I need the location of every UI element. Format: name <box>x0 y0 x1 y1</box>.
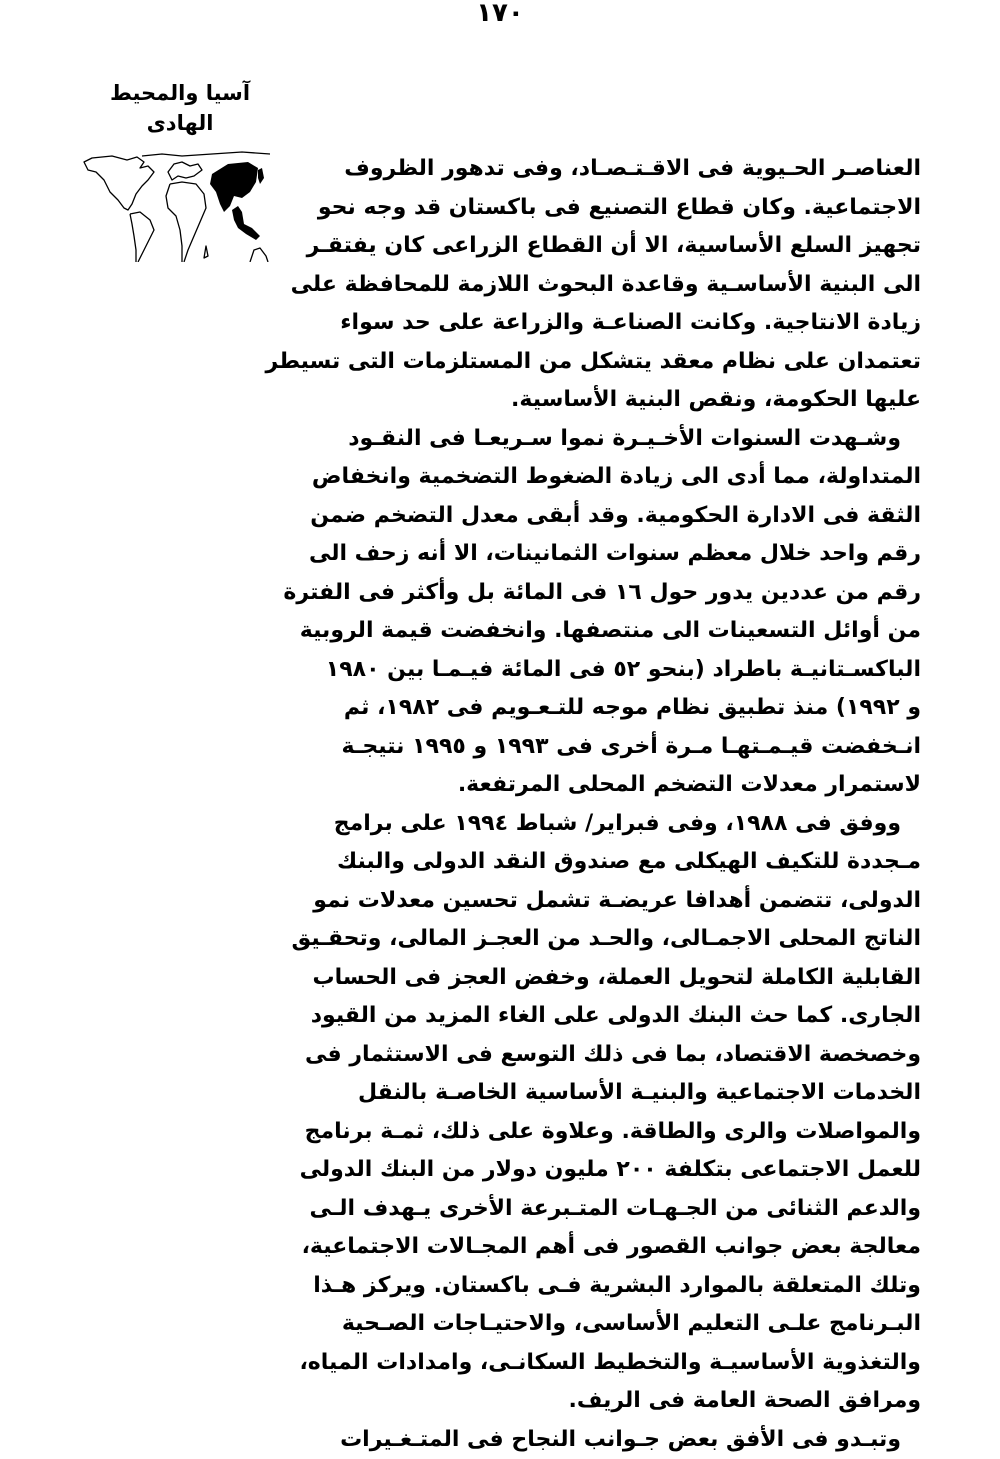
text-line: الدولى، تتضمن أهدافا عريضـة تشمل تحسين معدلات نمو <box>358 882 921 921</box>
text-line: الثقة فى الادارة الحكومية. وقد أبقى معدل التضخم ضمن <box>358 497 921 536</box>
text-line: الناتج المحلى الاجمـالى، والحـد من العجـز المالى، وتحقـيق <box>358 920 921 959</box>
text-line: وتلك المتعلقة بالموارد البشرية فـى باكستان. ويركز هـذا <box>358 1267 921 1306</box>
text-line: لاستمرار معدلات التضخم المحلى المرتفعة. <box>358 766 921 805</box>
text-line: ومرافق الصحة العامة فى الريف. <box>358 1382 921 1421</box>
text-line: معالجة بعض جوانب القصور فى أهم المجـالات الاجتماعية، <box>358 1228 921 1267</box>
arctic-outline <box>142 152 270 156</box>
text-line: والتغذوية الأساسيـة والتخطيط السكانـى، وامدادات المياه، <box>358 1344 921 1383</box>
text-line: للعمل الاجتماعى بتكلفة ٢٠٠ مليون دولار من البنك الدولى <box>358 1151 921 1190</box>
text-line: القابلية الكاملة لتحويل العملة، وخفض العجز فى الحساب <box>358 959 921 998</box>
text-line: وتبـدو فى الأفق بعض جـوانب النجاح فى المتـغـيرات <box>358 1421 921 1459</box>
section-title: آسيا والمحيط الهادى <box>90 78 270 138</box>
text-line: وشـهدت السنوات الأخـيـرة نموا سـريعـا فى النقـود <box>358 420 921 459</box>
text-line: رقم واحد خلال معظم سنوات الثمانينات، الا أنه زحف الى <box>358 535 921 574</box>
text-line: والدعم الثنائى من الجـهـات المتـبرعة الأخرى يـهدف الـى <box>358 1190 921 1229</box>
text-line: العناصـر الحـيوية فى الاقـتـصـاد، وفى تدهور الظروف <box>358 150 921 189</box>
southeast-asia-highlight <box>232 206 260 240</box>
body-text <box>358 150 921 1459</box>
text-line: ووفق فى ١٩٨٨، وفى فبراير/ شباط ١٩٩٤ على برامج <box>358 805 921 844</box>
text-line: والمواصلات والرى والطاقة. وعلاوة على ذلك، ثمـة برنامج <box>358 1113 921 1152</box>
madagascar-outline <box>204 246 208 258</box>
south-america-outline <box>130 212 154 262</box>
text-line: وخصخصة الاقتصاد، بما فى ذلك التوسع فى الاستثمار فى <box>358 1036 921 1075</box>
text-line: زيادة الانتاجية. وكانت الصناعـة والزراعة على حد سواء <box>358 304 921 343</box>
text-line: انـخفضت قيـمـتهـا مـرة أخرى فى ١٩٩٣ و ١٩٩٥ نتيجـة <box>358 728 921 767</box>
text-line: الاجتماعية. وكان قطاع التصنيع فى باكستان قد وجه نحو <box>358 189 921 228</box>
asia-highlight <box>210 162 258 212</box>
north-america-outline <box>84 156 154 210</box>
text-line: الباكسـتانيـة باطراد (بنحو ٥٢ فى المائة فيـمـا بين ١٩٨٠ <box>358 651 921 690</box>
australia-outline <box>250 248 268 262</box>
text-line: من أوائل التسعينات الى منتصفها. وانخفضت قيمة الروبية <box>358 612 921 651</box>
text-line: الى البنية الأساسـية وقاعدة البحوث اللازمة للمحافظة على <box>358 266 921 305</box>
text-line: المتداولة، مما أدى الى زيادة الضغوط التضخمية وانخفاض <box>358 458 921 497</box>
text-line: الخدمات الاجتماعية والبنيـة الأساسية الخاصـة بالنقل <box>358 1074 921 1113</box>
text-line: عليها الحكومة، ونقص البنية الأساسية. <box>358 381 921 420</box>
world-map-asia-highlighted-icon <box>82 150 272 262</box>
text-line: الجارى. كما حث البنك الدولى على الغاء المزيد من القيود <box>358 997 921 1036</box>
text-line: مـجددة للتكيف الهيكلى مع صندوق النقد الدولى والبنك <box>358 843 921 882</box>
text-line: البـرنامج علـى التعليم الأساسى، والاحتيـاجات الصـحية <box>358 1305 921 1344</box>
text-line: رقم من عددين يدور حول ١٦ فى المائة بل وأكثر فى الفترة <box>358 574 921 613</box>
europe-outline <box>168 162 202 180</box>
japan-highlight <box>258 168 264 184</box>
africa-outline <box>166 182 206 262</box>
text-line: تجهيز السلع الأساسية، الا أن القطاع الزراعى كان يفتقـر <box>358 227 921 266</box>
text-line: تعتمدان على نظام معقد يتشكل من المستلزمات التى تسيطر <box>358 343 921 382</box>
text-line: و ١٩٩٢) منذ تطبيق نظام موجه للتـعـويم فى ١٩٨٢، ثم <box>358 689 921 728</box>
page-number: ١٧٠ <box>420 0 580 26</box>
